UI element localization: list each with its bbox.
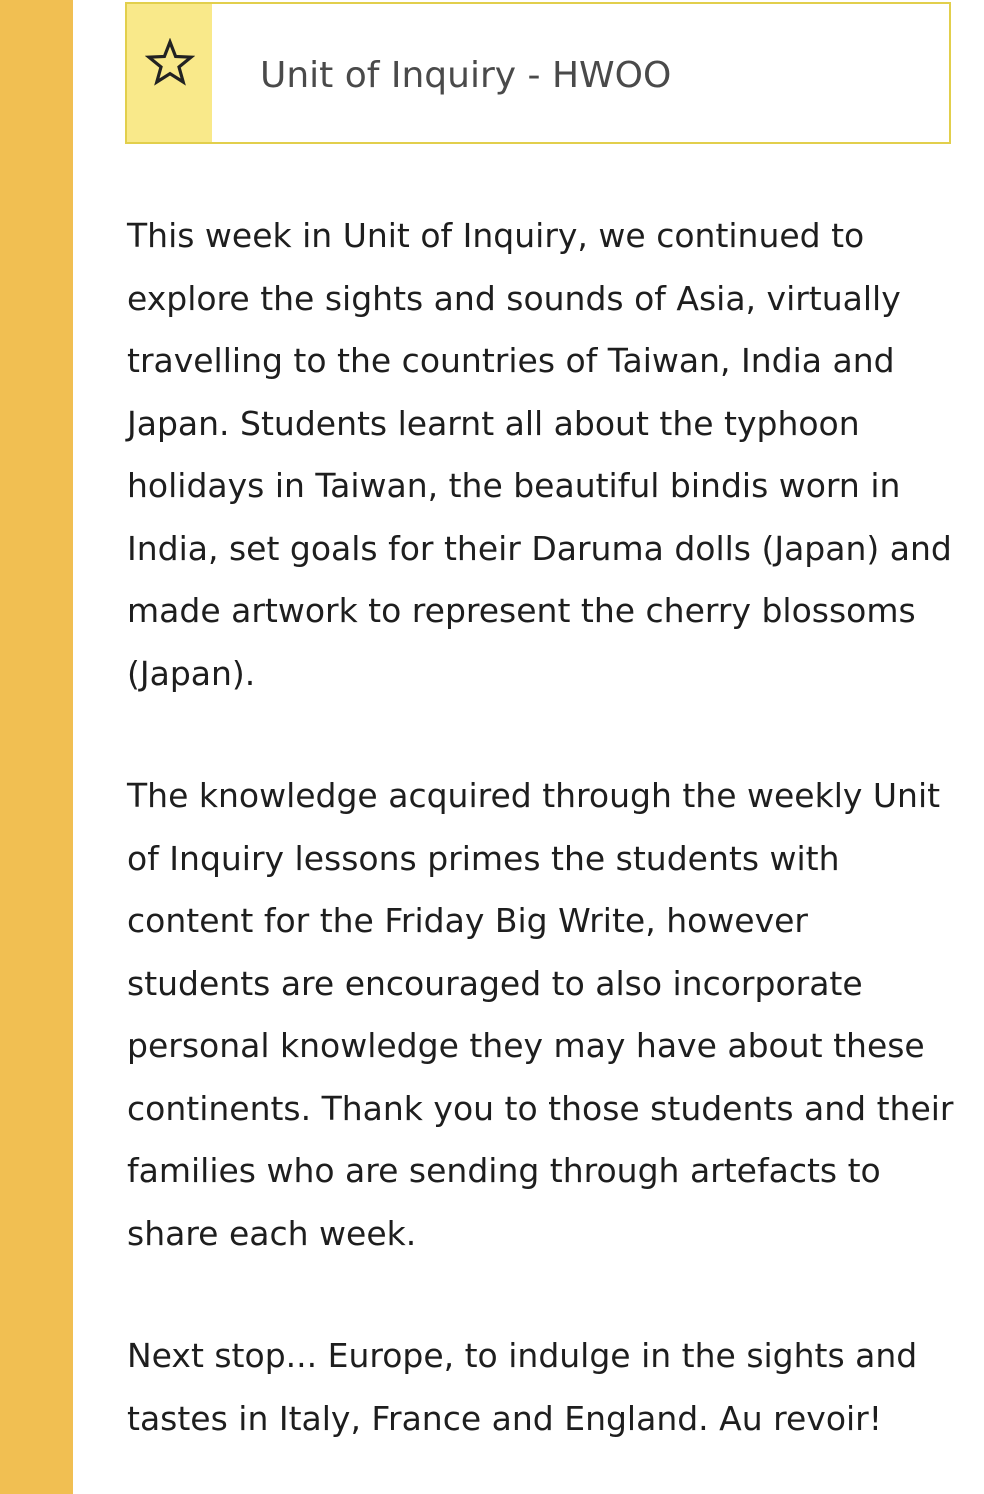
paragraph-2: The knowledge acquired through the weekly Unit of Inquiry lessons primes the students with content for the Friday Big Write, however students are encouraged to also incorporate personal knowledge they may have about these continents. Thank you to those students and their families who are sending through artefacts to share each week.	[127, 776, 954, 1253]
left-accent-bar	[0, 0, 73, 1494]
star-icon-box	[127, 4, 212, 142]
paragraph-3: Next stop... Europe, to indulge in the sights and tastes in Italy, France and England. Au revoir!	[127, 1336, 918, 1438]
article-body	[127, 205, 957, 1494]
section-title: Unit of Inquiry - HWOO	[260, 55, 672, 96]
section-header-card	[125, 2, 951, 144]
star-icon[interactable]	[145, 38, 195, 88]
paragraph-1: This week in Unit of Inquiry, we continued to explore the sights and sounds of Asia, virtually travelling to the countries of Taiwan, India and Japan. Students learnt all about the typhoon holidays in Taiwan, the beautiful bindis worn in India, set goals for their Daruma dolls (Japan) and made artwork to represent the cherry blossoms (Japan).	[127, 216, 952, 693]
